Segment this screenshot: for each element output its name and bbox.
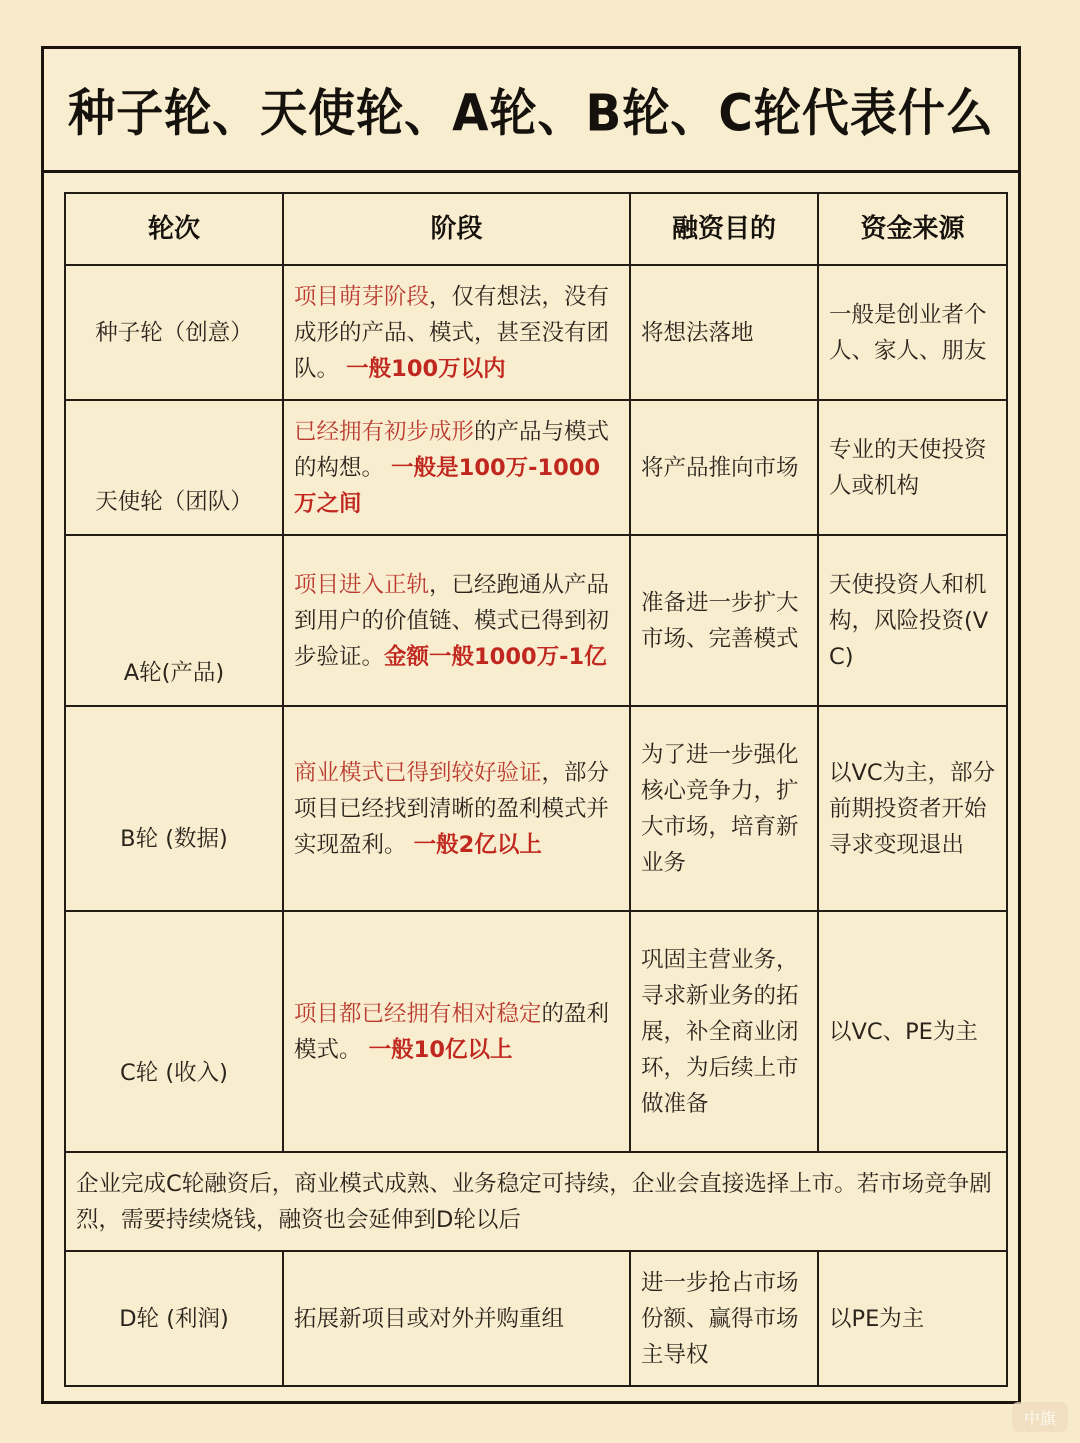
round-label: 天使轮（团队） <box>65 400 283 535</box>
stage-text: 的盈利模式。 <box>294 1000 610 1063</box>
round-label: C轮 (收入) <box>65 911 283 1152</box>
funding-rounds-table <box>64 192 1008 1387</box>
source-cell: 专业的天使投资人或机构 <box>818 400 1007 535</box>
stage-cell <box>283 400 630 535</box>
purpose-cell: 为了进一步强化核心竞争力，扩大市场，培育新业务 <box>630 706 818 911</box>
source-cell: 一般是创业者个人、家人、朋友 <box>818 265 1007 400</box>
header-purpose: 融资目的 <box>630 193 818 265</box>
stage-cell <box>283 265 630 400</box>
watermark-badge: 中旗 <box>1012 1402 1068 1432</box>
purpose-cell: 巩固主营业务，寻求新业务的拓展，补全商业闭环，为后续上市做准备 <box>630 911 818 1152</box>
stage-highlight: 项目都已经拥有相对稳定 <box>294 1000 542 1027</box>
stage-cell: 拓展新项目或对外并购重组 <box>283 1251 630 1386</box>
table-row-seed <box>65 265 1007 400</box>
source-cell: 以VC为主，部分前期投资者开始寻求变现退出 <box>818 706 1007 911</box>
stage-amount: 一般10亿以上 <box>368 1036 513 1063</box>
source-cell: 以VC、PE为主 <box>818 911 1007 1152</box>
stage-text: ，已经跑通从产品到用户的价值链、模式已得到初步验证。 <box>294 571 610 670</box>
table-row-d <box>65 1251 1007 1386</box>
stage-text: ，仅有想法，没有成形的产品、模式，甚至没有团队。 <box>294 283 610 382</box>
header-round: 轮次 <box>65 193 283 265</box>
stage-text: ，部分项目已经找到清晰的盈利模式并实现盈利。 <box>294 759 610 858</box>
stage-highlight: 已经拥有初步成形 <box>294 418 475 445</box>
purpose-cell: 进一步抢占市场份额、赢得市场主导权 <box>630 1251 818 1386</box>
stage-amount: 一般2亿以上 <box>413 831 542 858</box>
purpose-cell: 将想法落地 <box>630 265 818 400</box>
stage-amount: 一般是100万-1000万之间 <box>294 454 601 517</box>
stage-amount: 一般100万以内 <box>346 355 506 382</box>
round-label: B轮 (数据) <box>65 706 283 911</box>
purpose-cell: 准备进一步扩大市场、完善模式 <box>630 535 818 706</box>
table-header-row <box>65 193 1007 265</box>
stage-text: 的产品与模式的构想。 <box>294 418 610 481</box>
table-row-a <box>65 535 1007 706</box>
source-cell: 天使投资人和机构，风险投资(VC) <box>818 535 1007 706</box>
title-bar <box>44 49 1018 173</box>
source-cell: 以PE为主 <box>818 1251 1007 1386</box>
table-row-angel <box>65 400 1007 535</box>
purpose-cell: 将产品推向市场 <box>630 400 818 535</box>
stage-highlight: 商业模式已得到较好验证 <box>294 759 542 786</box>
stage-cell <box>283 535 630 706</box>
table-row-note <box>65 1152 1007 1251</box>
table-row-b <box>65 706 1007 911</box>
table-row-c <box>65 911 1007 1152</box>
stage-amount: 金额一般1000万-1亿 <box>384 643 607 670</box>
stage-cell <box>283 706 630 911</box>
stage-highlight: 项目萌芽阶段 <box>294 283 430 310</box>
note-cell: 企业完成C轮融资后，商业模式成熟、业务稳定可持续，企业会直接选择上市。若市场竞争剧烈，需要持续烧钱，融资也会延伸到D轮以后 <box>65 1152 1007 1251</box>
poster-frame <box>41 46 1021 1404</box>
header-stage: 阶段 <box>283 193 630 265</box>
round-label: A轮(产品) <box>65 535 283 706</box>
stage-highlight: 项目进入正轨 <box>294 571 430 598</box>
round-label: D轮 (利润) <box>65 1251 283 1386</box>
round-label: 种子轮（创意） <box>65 265 283 400</box>
stage-cell <box>283 911 630 1152</box>
header-source: 资金来源 <box>818 193 1007 265</box>
page-title: 种子轮、天使轮、A轮、B轮、C轮代表什么 <box>68 84 994 144</box>
